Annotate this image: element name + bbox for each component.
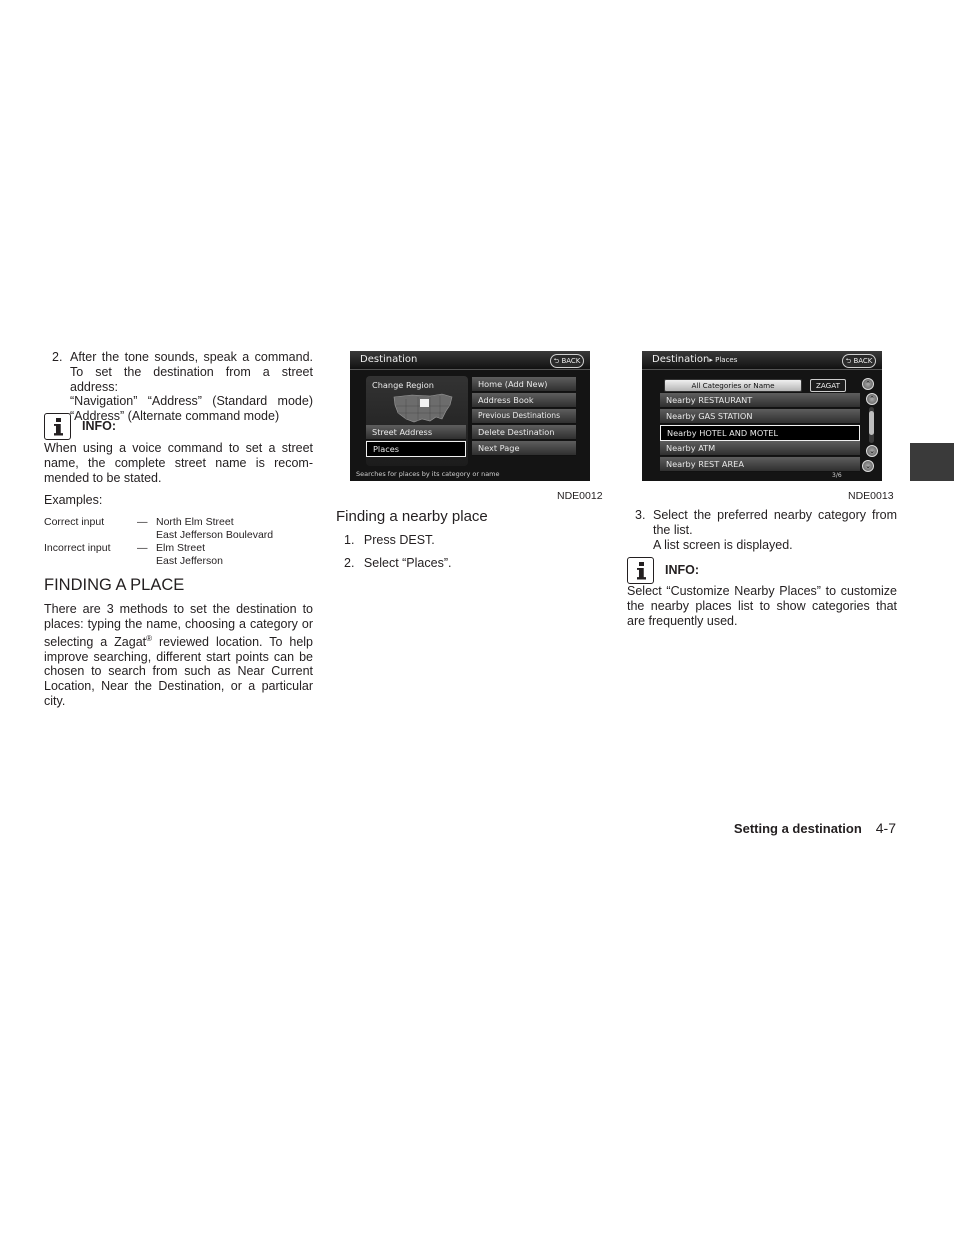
- scrollbar-track[interactable]: [869, 407, 874, 443]
- street-address-button[interactable]: Street Address: [366, 425, 466, 440]
- places-screen: [642, 351, 882, 481]
- back-label: BACK: [561, 357, 581, 365]
- screen-title: Destination: [360, 354, 418, 365]
- example-row-correct: [44, 516, 314, 542]
- step-3-line: the list.: [653, 522, 693, 537]
- step-number: 3.: [635, 508, 646, 522]
- para-part: There are 3 methods to set the destination to places: typing the name, choosing a category or selecting a Zagat: [44, 602, 313, 649]
- figure-caption: NDE0012: [557, 490, 603, 502]
- example-dash: —: [137, 542, 148, 554]
- previous-destinations-button[interactable]: Previous Destinations: [472, 409, 576, 424]
- example-dash: —: [137, 516, 148, 528]
- list-item[interactable]: Nearby GAS STATION: [660, 409, 860, 424]
- info-icon: [627, 557, 654, 584]
- step-2-line: “Navigation” “Address” (Standard mode): [70, 394, 313, 409]
- info-block-right: [627, 555, 699, 585]
- info-label: INFO:: [665, 563, 700, 577]
- step-3-sub: A list screen is displayed.: [653, 537, 793, 552]
- chapter-thumb-tab: [910, 443, 954, 481]
- step-2-line: To set the destination from a street address:: [70, 364, 313, 394]
- step-number: 1.: [344, 533, 355, 547]
- page-footer: [734, 820, 896, 836]
- back-button[interactable]: ⮌ BACK: [842, 354, 876, 368]
- step-text: Press DEST.: [363, 533, 435, 547]
- screen-title-text: Destination: [652, 354, 710, 365]
- info-icon: [44, 413, 71, 440]
- scrollbar-thumb[interactable]: [869, 411, 874, 435]
- step-number: 2.: [344, 556, 355, 570]
- para-part: reviewed location. To help improve searching, different start points can be chosen to search from such as Near Current Location, Near the Destination, or a particular city.: [44, 634, 313, 708]
- step-number: 2.: [52, 350, 63, 364]
- step-2-mid: [336, 556, 451, 571]
- change-region-button[interactable]: Change Region: [372, 380, 434, 390]
- screen-hint: Searches for places by its category or name: [356, 470, 500, 478]
- section-heading: FINDING A PLACE: [44, 576, 185, 594]
- example-value: East Jefferson: [156, 555, 223, 567]
- home-add-new-button[interactable]: Home (Add New): [472, 377, 576, 392]
- all-categories-button[interactable]: All Categories or Name: [664, 379, 802, 392]
- back-label: BACK: [853, 357, 873, 365]
- page-number: 4-7: [875, 820, 896, 836]
- screen-title: [652, 354, 737, 365]
- finding-place-paragraph: [44, 602, 313, 709]
- list-item[interactable]: Nearby ATM: [660, 441, 860, 456]
- places-button[interactable]: Places: [366, 441, 466, 457]
- zagat-button[interactable]: ZAGAT: [810, 379, 846, 392]
- example-label: Correct input: [44, 516, 105, 528]
- destination-screen: [350, 351, 590, 481]
- step-1: [336, 533, 435, 548]
- info-label: INFO:: [82, 419, 117, 433]
- example-value: North Elm Street: [156, 516, 234, 528]
- step-3-line: Select the preferred nearby category from: [653, 508, 897, 522]
- list-item-selected[interactable]: Nearby HOTEL AND MOTEL: [660, 425, 860, 441]
- us-map-icon: [392, 391, 456, 425]
- scroll-bottom-icon[interactable]: ⌄: [862, 460, 874, 472]
- list-item[interactable]: Nearby REST AREA: [660, 457, 860, 472]
- section-name: Setting a destination: [733, 821, 862, 836]
- examples-label: Examples:: [44, 493, 103, 507]
- figure-caption: NDE0013: [848, 490, 894, 502]
- step-3: [627, 508, 897, 552]
- example-label: Incorrect input: [44, 542, 111, 554]
- list-item[interactable]: Nearby RESTAURANT: [660, 393, 860, 408]
- step-2-line: “Address” (Alternate command mode): [70, 409, 280, 424]
- example-value: East Jefferson Boulevard: [156, 529, 274, 541]
- next-page-button[interactable]: Next Page: [472, 441, 576, 456]
- scroll-down-icon[interactable]: ⌄: [866, 445, 878, 457]
- step-text: Select “Places”.: [363, 556, 452, 570]
- scroll-top-icon[interactable]: ⌃: [862, 378, 874, 390]
- registered-mark: ®: [146, 633, 153, 643]
- info-text-left: When using a voice command to set a street name, the complete street name is recom- mended to be stated.: [44, 441, 313, 485]
- address-book-button[interactable]: Address Book: [472, 393, 576, 408]
- info-text-right: Select “Customize Nearby Places” to customize the nearby places list to show categories that are frequently used.: [627, 584, 897, 628]
- back-button[interactable]: ⮌ BACK: [550, 354, 584, 368]
- info-block-left: [44, 411, 116, 441]
- step-2-line: After the tone sounds, speak a command.: [70, 350, 313, 364]
- delete-destination-button[interactable]: Delete Destination: [472, 425, 576, 440]
- page-indicator: 3/6: [832, 472, 842, 479]
- subsection-heading: Finding a nearby place: [336, 508, 488, 525]
- step-3-text: [653, 508, 897, 552]
- example-value: Elm Street: [156, 542, 206, 554]
- examples-table: [44, 516, 314, 568]
- example-row-incorrect: [44, 542, 314, 568]
- scroll-up-icon[interactable]: ⌃: [866, 393, 878, 405]
- screen-subtitle: ▸ Places: [709, 356, 738, 364]
